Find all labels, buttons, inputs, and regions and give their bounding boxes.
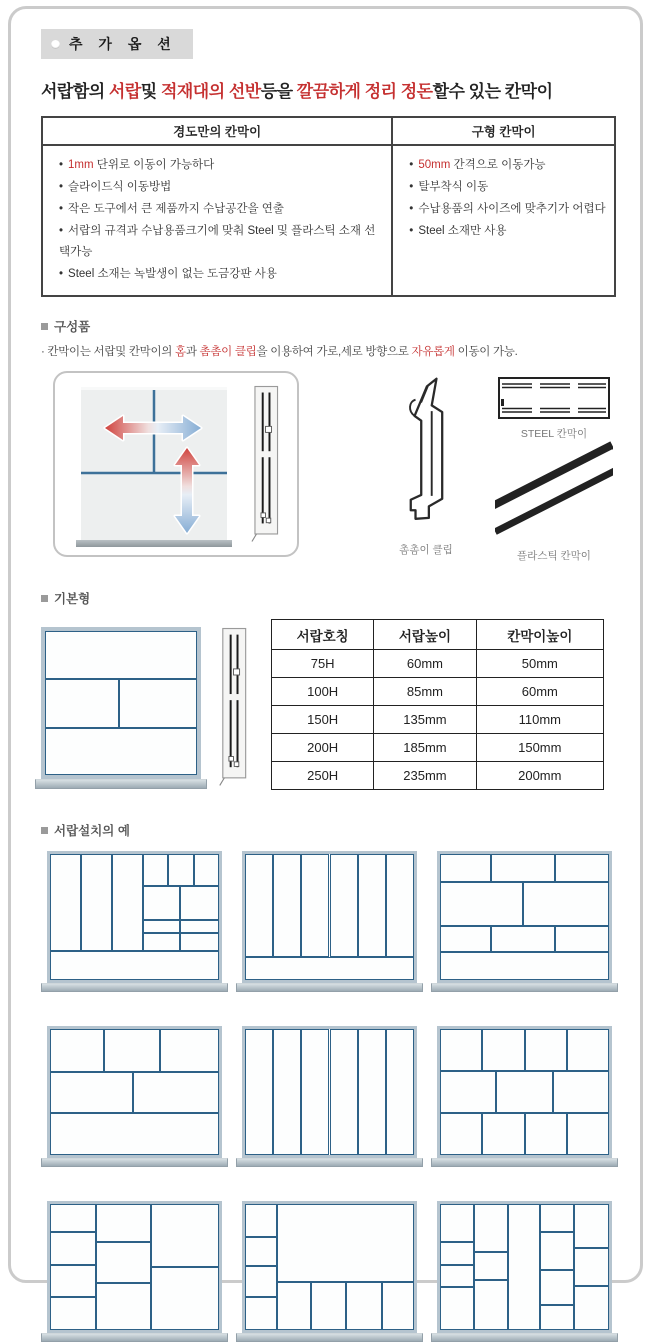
drawer-compartment [45,728,197,776]
page-title [41,77,616,102]
drawer-compartment [168,854,193,886]
bullet-icon: • [59,180,64,193]
drawer-compartment [540,1232,574,1270]
drawer-compartment [50,1072,133,1114]
basic-section-title: 기본형 [54,592,91,607]
drawer-compartment [440,1287,474,1330]
plastic-divider-block [489,437,619,563]
spec-column-header: 서랍호칭 [272,620,374,650]
drawer-examples-grid [41,851,616,1342]
spec-header-row [272,620,604,650]
feature-item: • Steel 소재만 사용 [409,224,507,237]
components-description [41,343,616,359]
drawer-compartment [50,854,81,951]
drawer-compartment [245,1266,277,1298]
drawer-compartment [440,952,609,980]
drawer-compartment [143,886,180,920]
drawer-compartment [143,920,180,934]
drawer-compartment [273,1029,301,1155]
drawer-body [47,1026,222,1158]
steel-divider-icon [498,377,610,419]
drawer-base [236,1158,423,1167]
spec-column-header: 칸막이높이 [476,620,603,650]
drawer-compartment [96,1283,152,1330]
drawer-compartment [382,1282,414,1330]
drawer-compartment [440,1204,474,1242]
drawer-compartment [301,854,329,957]
drawer-example-1 [41,851,228,992]
spec-table-body [272,650,604,790]
drawer-compartment [245,1029,273,1155]
spec-cell: 100H [272,678,374,706]
plastic-divider-icon [495,437,613,541]
catalog-page [8,6,643,1283]
drawer-compartment [440,1265,474,1288]
spec-row [272,706,604,734]
drawer-compartment [474,1252,508,1280]
drawer-compartment [540,1204,574,1232]
drawer-compartment [180,933,219,951]
drawer-compartment [330,1029,358,1155]
drawer-compartment [440,1242,474,1265]
drawer-compartment [474,1280,508,1330]
drawer-compartment [491,926,555,952]
highlighted-text: 깔끔하게 정리 정돈 [296,82,433,101]
text-segment: 및 [140,82,161,101]
feature-item: • 슬라이드식 이동방법 [59,180,172,193]
drawer-compartment [277,1282,311,1330]
drawer-compartment [440,882,523,926]
highlighted-text: 적재대의 선반 [160,82,261,101]
drawer-body [242,1026,417,1158]
drawer-compartment [81,854,112,951]
highlighted-text: 자유롭게 [411,346,455,359]
drawer-compartment [245,854,273,957]
text-segment: · 칸막이는 서랍및 칸막이의 [41,346,176,359]
drawer-compartment [555,854,609,882]
text-segment: 등을 [260,82,297,101]
spec-cell: 200H [272,734,374,762]
drawer-compartment [194,854,219,886]
spec-cell: 150H [272,706,374,734]
drawer-base [35,779,207,789]
drawer-base [431,1333,618,1342]
drawer-example-4 [41,1026,228,1167]
movement-diagram-panel [53,371,299,557]
bullet-dot-icon [51,40,60,49]
size-spec-table [271,619,604,790]
drawer-compartment [45,679,119,728]
drawer-compartment [540,1270,574,1305]
drawer-base [76,540,232,547]
drawer-base [41,1158,228,1167]
drawer-compartment [50,1029,104,1072]
move-arrows-icon [81,390,227,540]
drawer-compartment [346,1282,381,1330]
text-segment: 서랍함의 [41,82,109,101]
drawer-compartment [474,1204,508,1252]
drawer-body [47,851,222,983]
drawer-compartment [496,1071,553,1114]
drawer-compartment [525,1113,567,1155]
drawer-body [437,851,612,983]
spec-row [272,734,604,762]
drawer-compartment [277,1204,414,1282]
drawer-topview-illustration [81,387,227,540]
comparison-list-new [43,146,391,295]
bullet-icon: • [409,159,414,171]
feature-item: • 1mm 단위로 이동이 가능하다 [59,159,215,171]
clip-label: 촘촘이 클립 [399,544,453,557]
spec-cell: 185mm [374,734,476,762]
drawer-compartment [151,1204,219,1267]
drawer-compartment [358,1029,386,1155]
drawer-base [236,1333,423,1342]
drawer-body [242,1201,417,1333]
drawer-compartment [525,1029,567,1071]
spec-cell: 135mm [374,706,476,734]
text-segment: 할수 있는 칸막이 [432,82,553,101]
bullet-icon: • [59,159,64,171]
drawer-compartment [245,1237,277,1266]
drawer-compartment [45,631,197,679]
spec-cell: 60mm [374,650,476,678]
drawer-compartment [567,1029,609,1071]
feature-item: • 작은 도구에서 큰 제품까지 수납공간을 연출 [59,202,284,215]
text-segment: 이동이 가능. [454,346,518,359]
drawer-compartment [50,1113,219,1155]
drawer-body [437,1026,612,1158]
spec-cell: 85mm [374,678,476,706]
drawer-compartment [440,1071,496,1114]
spec-cell: 110mm [476,706,603,734]
comparison-header-new: 경도만의 칸막이 [43,118,391,146]
drawer-compartment [440,854,491,882]
drawer-compartment [180,920,219,934]
drawer-compartment [180,886,219,920]
bullet-icon: • [409,202,414,215]
drawer-example-9 [431,1201,618,1342]
drawer-compartment [151,1267,219,1330]
spec-cell: 150mm [476,734,603,762]
feature-item: • 수납용품의 사이즈에 맞추기가 어렵다 [409,202,606,215]
drawer-compartment [245,1204,277,1237]
bullet-icon: • [59,224,64,237]
drawer-example-2 [236,851,423,992]
section-bullet-icon [41,323,48,330]
drawer-body [437,1201,612,1333]
drawer-compartment [386,1029,414,1155]
spec-cell: 50mm [476,650,603,678]
drawer-compartment [482,1029,524,1071]
drawer-base [431,983,618,992]
basic-section-header [41,589,616,607]
plastic-divider-label: 플라스틱 칸막이 [517,550,591,563]
components-illustrations [41,369,616,569]
examples-section-header [41,821,616,839]
feature-item: • 50mm 간격으로 이동가능 [409,159,546,171]
drawer-compartment [245,957,414,980]
clip-icon [383,373,469,535]
bullet-icon: • [409,224,414,237]
spec-row [272,678,604,706]
highlighted-text: 서랍 [108,82,141,101]
drawer-compartment [523,882,609,926]
drawer-compartment [50,1204,96,1232]
spec-cell: 200mm [476,762,603,790]
spec-column-header: 서랍높이 [374,620,476,650]
spec-cell: 60mm [476,678,603,706]
drawer-compartment [311,1282,346,1330]
drawer-compartment [567,1113,609,1155]
comparison-table [41,116,616,297]
feature-item: • 탈부착식 이동 [409,180,489,193]
feature-item: • 서랍의 규격과 수납용품크기에 맞춰 Steel 및 플라스틱 소재 선택가능 [59,224,376,259]
drawer-compartment [50,1232,96,1265]
bullet-icon: • [59,202,64,215]
drawer-compartment [133,1072,219,1114]
drawer-example-3 [431,851,618,992]
basic-drawer-diagram [41,627,201,789]
section-bullet-icon [41,827,48,834]
drawer-compartment [160,1029,219,1072]
bullet-icon: • [59,268,64,281]
examples-section-title: 서랍설치의 예 [54,824,130,839]
text-segment: 과 [185,346,200,359]
drawer-compartment [96,1204,152,1242]
drawer-compartment [50,1297,96,1330]
drawer-compartment [50,1265,96,1298]
drawer-example-6 [431,1026,618,1167]
drawer-base [41,983,228,992]
drawer-example-8 [236,1201,423,1342]
drawer-compartment [491,854,555,882]
drawer-compartment [245,1297,277,1330]
drawer-compartment [574,1204,609,1248]
drawer-compartment [553,1071,609,1114]
drawer-compartment [482,1113,524,1155]
drawer-compartment [104,1029,160,1072]
spec-cell: 235mm [374,762,476,790]
comparison-header-old: 구형 칸막이 [393,118,614,146]
drawer-compartment [301,1029,329,1155]
drawer-compartment [574,1286,609,1330]
drawer-example-5 [236,1026,423,1167]
drawer-compartment [574,1248,609,1286]
spec-cell: 75H [272,650,374,678]
spec-cell: 250H [272,762,374,790]
drawer-compartment [50,951,219,980]
drawer-compartment [273,854,301,957]
drawer-compartment [143,933,180,951]
drawer-compartment [358,854,386,957]
drawer-compartment [143,854,168,886]
steel-divider-block [489,377,619,441]
drawer-compartment [440,1029,482,1071]
drawer-compartment [440,926,491,952]
drawer-compartment [440,1113,482,1155]
components-section-title: 구성품 [54,320,91,335]
bullet-icon: • [409,180,414,193]
drawer-base [41,1333,228,1342]
drawer-body [47,1201,222,1333]
drawer-compartment [96,1242,152,1284]
drawer-compartment [555,926,609,952]
divider-strip-icon [249,385,285,543]
divider-strip-icon [219,627,251,787]
highlighted-text: 홈 [175,346,186,359]
drawer-compartment [112,854,143,951]
spec-row [272,762,604,790]
drawer-compartment [119,679,197,728]
highlighted-text: 촘촘이 클립 [199,346,257,359]
badge-label: 추 가 옵 션 [69,36,177,52]
section-bullet-icon [41,595,48,602]
comparison-column-old [391,118,614,295]
drawer-body [242,851,417,983]
drawer-base [431,1158,618,1167]
text-segment: 을 이용하여 가로,세로 방향으로 [256,346,412,359]
comparison-column-new [43,118,391,295]
drawer-compartment [540,1305,574,1330]
drawer-compartment [330,854,358,957]
basic-type-area [41,619,616,801]
components-section-header [41,317,616,335]
drawer-example-7 [41,1201,228,1342]
drawer-body [41,627,201,779]
clip-illustration-block [371,373,481,557]
feature-item: • Steel 소재는 녹발생이 없는 도금강판 사용 [59,268,277,281]
drawer-base [236,983,423,992]
drawer-compartment [508,1204,540,1330]
drawer-compartment [386,854,414,957]
additional-option-badge [41,29,193,59]
spec-row [272,650,604,678]
steel-divider-label: STEEL 칸막이 [520,428,588,441]
comparison-list-old [393,146,614,251]
